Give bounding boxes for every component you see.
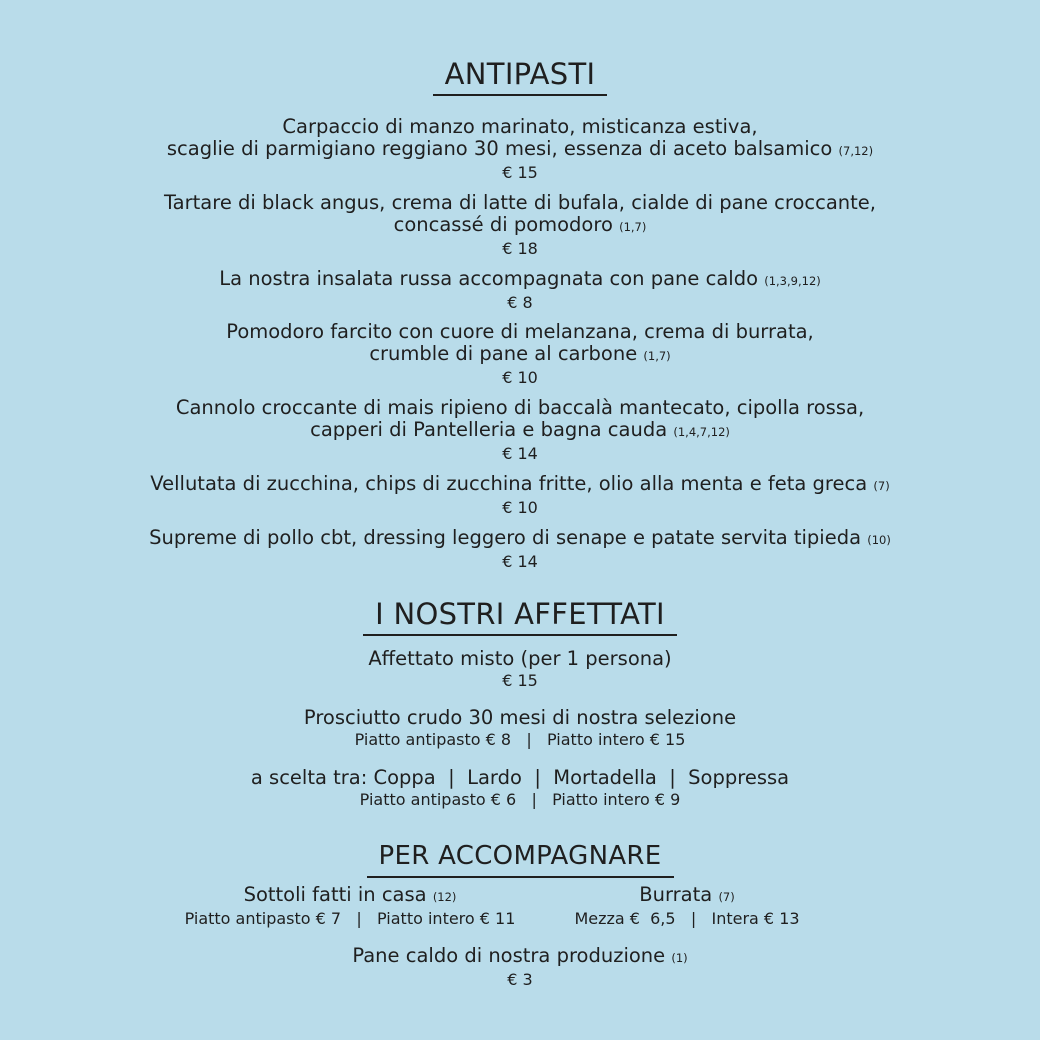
menu-item-insalata-russa: La nostra insalata russa accompagnata con pane caldo (1,3,9,12) € 8 bbox=[219, 267, 821, 312]
menu-item-burrata: Burrata (7) Mezza € 6,5 | Intera € 13 bbox=[574, 883, 800, 928]
menu-item-salumi-scelta: a scelta tra: Coppa | Lardo | Mortadella | Soppressa Piatto antipasto € 6 | Piatto intero € 9 bbox=[250, 766, 790, 809]
section-title-affettati: I NOSTRI AFFETTATI bbox=[0, 598, 1040, 636]
section-title-antipasti: ANTIPASTI bbox=[0, 58, 1040, 96]
menu-item-pane-caldo: Pane caldo di nostra produzione (1) € 3 bbox=[352, 944, 688, 989]
menu-item-sottoli: Sottoli fatti in casa (12) Piatto antipasto € 7 | Piatto intero € 11 bbox=[184, 883, 516, 928]
section-title-accompagnare: PER ACCOMPAGNARE bbox=[0, 838, 1040, 878]
menu-item-carpaccio: Carpaccio di manzo marinato, misticanza estiva, scaglie di parmigiano reggiano 30 mesi, essenza di aceto balsamico (7,12) € 15 bbox=[166, 115, 874, 182]
menu-item-pomodoro-farcito: Pomodoro farcito con cuore di melanzana, crema di burrata, crumble di pane al carbone (1,7) € 10 bbox=[226, 320, 814, 387]
menu-item-tartare: Tartare di black angus, crema di latte di bufala, cialde di pane croccante, concassé di pomodoro (1,7) € 18 bbox=[164, 191, 876, 258]
menu-item-cannolo: Cannolo croccante di mais ripieno di baccalà mantecato, cipolla rossa, capperi di Pantelleria e bagna cauda (1,4,7,12) € 14 bbox=[175, 396, 865, 463]
menu-item-affettato-misto: Affettato misto (per 1 persona) € 15 bbox=[368, 647, 672, 690]
menu-item-prosciutto-crudo: Prosciutto crudo 30 mesi di nostra selezione Piatto antipasto € 8 | Piatto intero € 15 bbox=[303, 706, 737, 749]
menu-item-vellutata: Vellutata di zucchina, chips di zucchina fritte, olio alla menta e feta greca (7) € 10 bbox=[150, 472, 890, 517]
menu-item-supreme-pollo: Supreme di pollo cbt, dressing leggero di senape e patate servita tipieda (10) € 14 bbox=[149, 526, 891, 571]
